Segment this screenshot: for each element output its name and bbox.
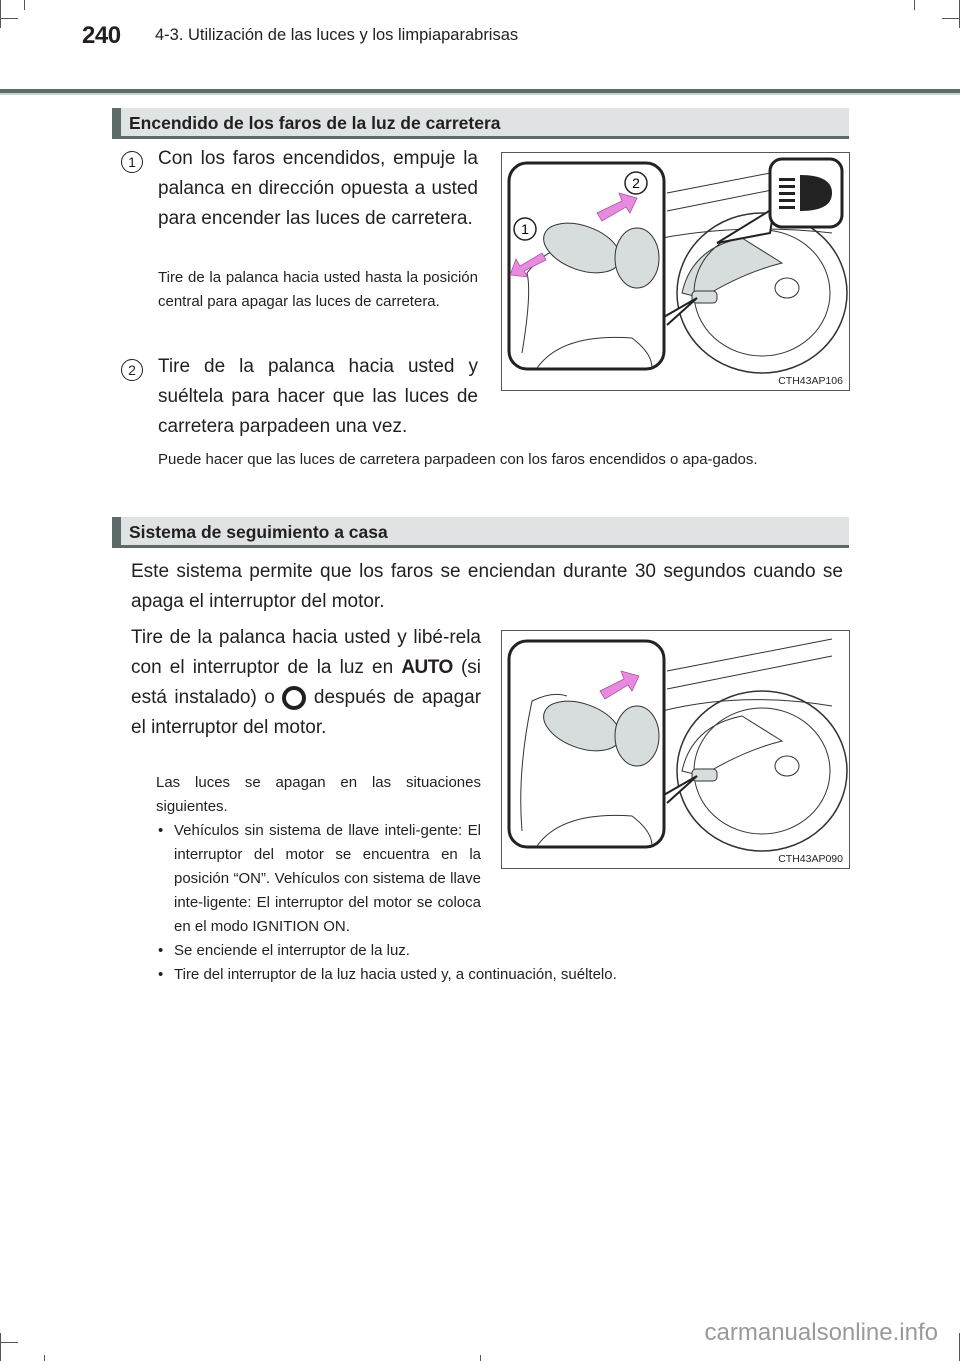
section-heading-accent: [112, 517, 121, 548]
list-item: • Vehículos sin sistema de llave inteli-gente: El interruptor del motor se encuentra en la posición “ON”. Vehículos con sistema de llave inte-ligente: El interruptor del motor se coloca en el modo IGNITION ON.: [156, 819, 481, 939]
step-1-note: Tire de la palanca hacia usted hasta la posición central para apagar las luces de carretera.: [158, 269, 478, 310]
crop-mark: [44, 1355, 45, 1361]
section-2-intro: Este sistema permite que los faros se enciendan durante 30 segundos cuando se apaga el interruptor del motor.: [131, 561, 843, 612]
crop-mark: [914, 0, 915, 10]
callout-2: 2: [632, 175, 640, 191]
step-number-2: 2: [121, 359, 143, 381]
step-number-1: 1: [121, 151, 143, 173]
section-title: Sistema de seguimiento a casa: [129, 522, 388, 542]
illustration-lever-dashboard: [502, 631, 848, 867]
instruction-part-3: después de apagar el interruptor del motor.: [131, 687, 482, 738]
section-2-note: [156, 771, 617, 987]
auto-switch-icon: AUTO: [401, 657, 453, 678]
step-2-text: Tire de la palanca hacia usted y suéltela para hacer que las luces de carretera parpadeen una vez.: [158, 356, 478, 437]
note-intro: Las luces se apagan en las situaciones siguientes.: [156, 774, 481, 815]
crop-mark: [0, 1342, 18, 1343]
watermark: carmanualsonline.info: [704, 1319, 938, 1346]
section-2-instruction: [131, 623, 481, 743]
figure-code: CTH43AP106: [778, 375, 843, 387]
conditions-list: [156, 819, 617, 987]
section-heading-high-beam: [112, 108, 849, 139]
crop-mark: [0, 0, 1, 28]
figure-high-beam-lever: [501, 152, 850, 391]
section-1-note: Puede hacer que las luces de carretera parpadeen con los faros encendidos o apa-gados.: [158, 451, 758, 468]
crop-mark: [480, 1355, 481, 1361]
crop-mark: [942, 18, 960, 19]
step-1-text: Con los faros encendidos, empuje la palanca en dirección opuesta a usted para encender las luces de carretera.: [158, 148, 478, 229]
header-divider-shadow: [0, 93, 960, 95]
figure-follow-me-home-lever: [501, 630, 850, 869]
off-position-icon: [282, 686, 306, 710]
instruction-part-2: (si está instalado) o: [131, 657, 481, 708]
section-heading-accent: [112, 108, 121, 139]
illustration-lever-dashboard: [502, 153, 848, 389]
list-item: • Tire del interruptor de la luz hacia usted y, a continuación, suéltelo.: [156, 963, 774, 987]
list-item: • Se enciende el interruptor de la luz.: [156, 939, 481, 963]
page-number: 240: [82, 22, 121, 49]
section-title: Encendido de los faros de la luz de carretera: [129, 113, 501, 133]
crop-mark: [0, 1333, 1, 1361]
crop-mark: [24, 0, 25, 10]
instruction-part-1: Tire de la palanca hacia usted y libé-rela con el interruptor de la luz en: [131, 627, 481, 678]
crop-mark: [0, 18, 18, 19]
figure-code: CTH43AP090: [778, 853, 843, 865]
callout-1: 1: [521, 221, 529, 237]
chapter-title: 4-3. Utilización de las luces y los limpiaparabrisas: [155, 26, 519, 44]
section-heading-follow-me-home: [112, 517, 849, 548]
